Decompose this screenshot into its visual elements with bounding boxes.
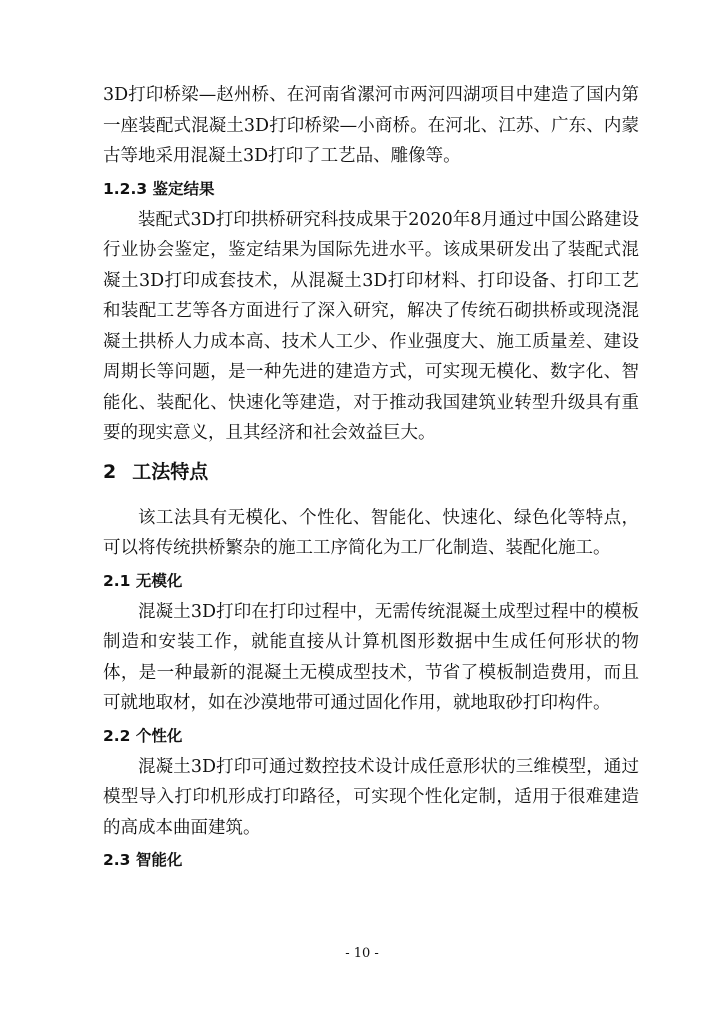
heading-section-2-title: 工法特点 <box>132 460 209 483</box>
page-number: - 10 - <box>345 946 379 961</box>
heading-section-2 <box>103 455 639 489</box>
paragraph-bridge-examples: 3D打印桥梁—赵州桥、在河南省漯河市两河四湖项目中建造了国内第一座装配式混凝土3D打印桥梁—小商桥。在河北、江苏、广东、内蒙古等地采用混凝土3D打印了工艺品、雕像等。 <box>103 85 639 166</box>
paragraph-appraisal-result: 装配式3D打印拱桥研究科技成果于2020年8月通过中国公路建设行业协会鉴定，鉴定结果为国际先进水平。该成果研发出了装配式混凝土3D打印成套技术，从混凝土3D打印材料、打印设备、打印工艺和装配工艺等各方面进行了深入研究，解决了传统石砌拱桥或现浇混凝土拱桥人力成本高、技术人工少、作业强度大、施工质量差、建设周期长等问题，是一种先进的建造方式，可实现无模化、数字化、智能化、装配化、快速化等建造，对于推动我国建筑业转型升级具有重要的现实意义，且其经济和社会效益巨大。 <box>103 209 639 443</box>
paragraph-personalization: 混凝土3D打印可通过数控技术设计成任意形状的三维模型，通过模型导入打印机形成打印路径，可实现个性化定制，适用于很难建造的高成本曲面建筑。 <box>103 756 639 838</box>
heading-2-3: 2.3 智能化 <box>103 851 183 869</box>
paragraph-method-features: 该工法具有无模化、个性化、智能化、快速化、绿色化等特点，可以将传统拱桥繁杂的施工工序简化为工厂化制造、装配化施工。 <box>103 507 639 558</box>
heading-1-2-3: 1.2.3 鉴定结果 <box>103 179 215 198</box>
document-body <box>103 80 639 876</box>
heading-2-1: 2.1 无模化 <box>103 571 183 590</box>
heading-2-2: 2.2 个性化 <box>103 726 183 745</box>
paragraph-formwork-free: 混凝土3D打印在打印过程中，无需传统混凝土成型过程中的模板制造和安装工作，就能直接从计算机图形数据中生成任何形状的物体，是一种最新的混凝土无模成型技术，节省了模板制造费用，而且可就地取材，如在沙漠地带可通过固化作用，就地取砂打印构件。 <box>103 601 639 713</box>
heading-section-2-number: 2 <box>103 460 117 483</box>
